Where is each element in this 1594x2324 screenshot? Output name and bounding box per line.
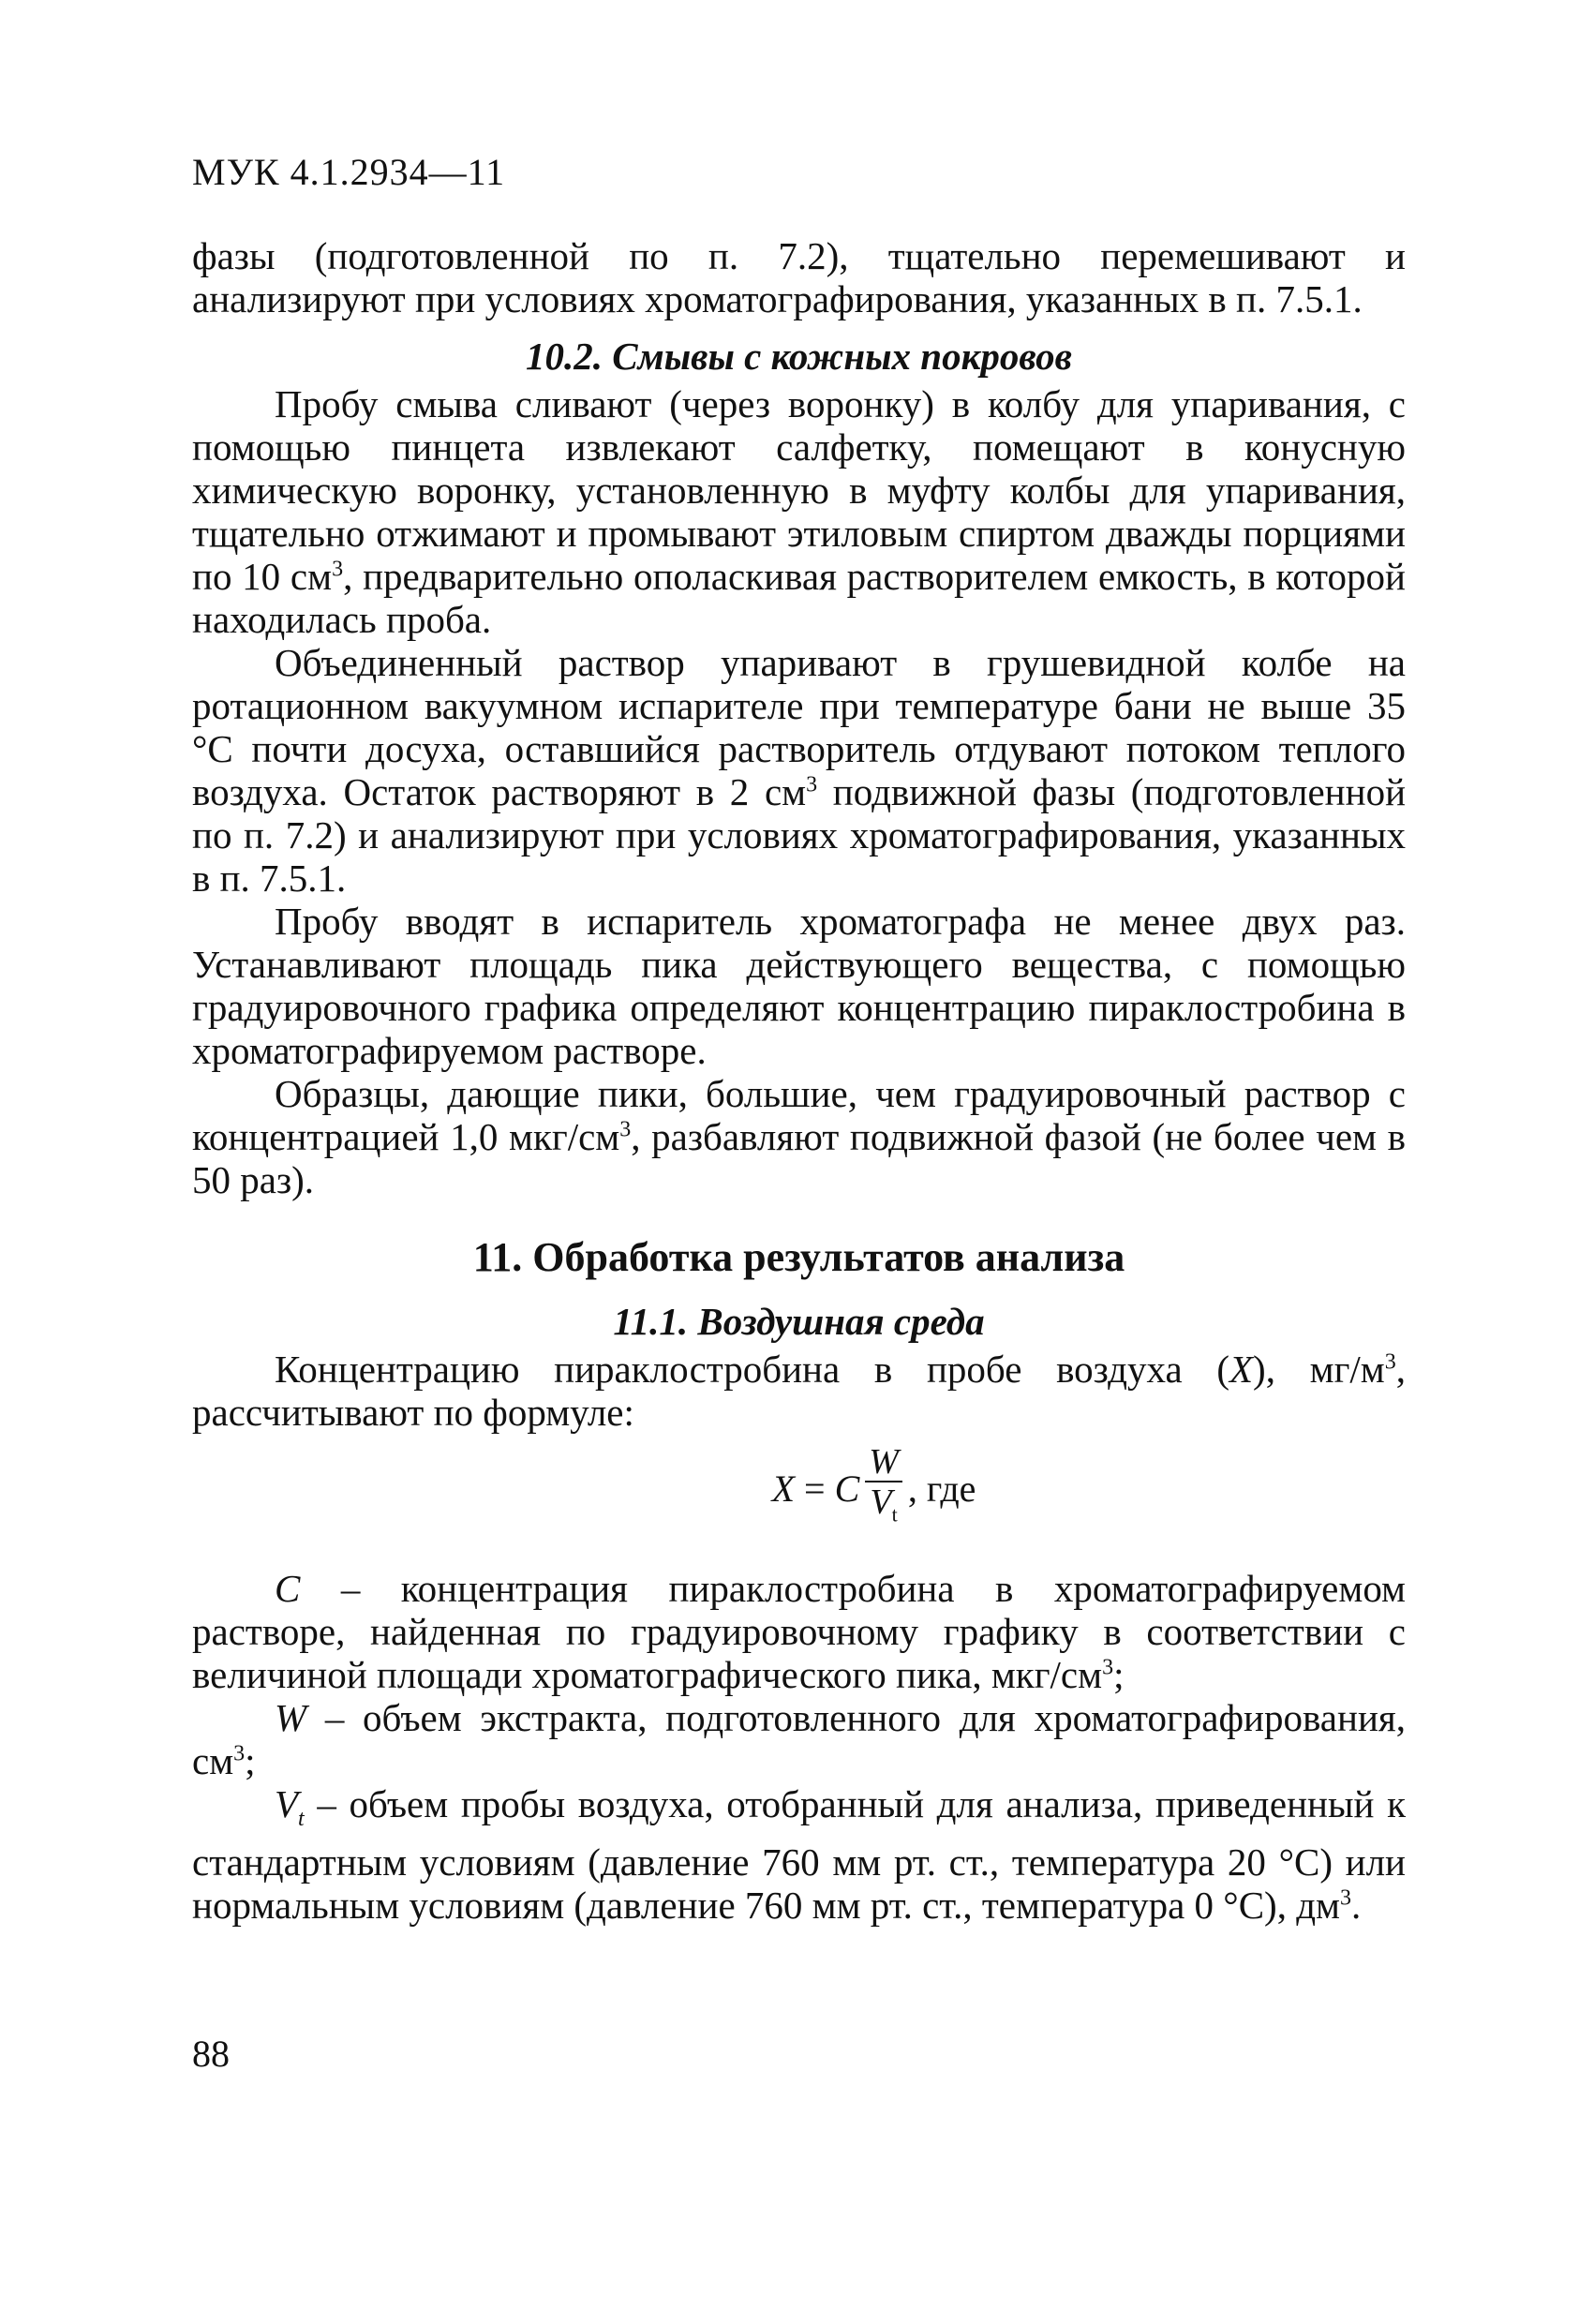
formula-numerator: W [865, 1443, 902, 1482]
document-page [192, 150, 1406, 1927]
formula-c: C [834, 1467, 860, 1511]
section-10-2-paragraph-4: Образцы, дающие пики, большие, чем градуировочный раствор с концентрацией 1,0 мкг/$см^3$, разбавляют подвижной фазой (не более чем в 50 раз). [192, 1072, 1407, 1201]
section-11-1-paragraph-1: Концентрацию пираклостробина в пробе воздуха (X), $мг/м^3$, рассчитывают по формуле: [192, 1348, 1406, 1434]
formula-denominator: $V_t$ [870, 1482, 898, 1527]
section-10-2-paragraph-3: Пробу вводят в испаритель хроматографа не менее двух раз. Устанавливают площадь пика действующего вещества, с помощью градуировочного графика определяют концентрацию пираклостробина в хроматографируемом растворе. [192, 900, 1406, 1072]
formula-fraction [865, 1443, 902, 1535]
concentration-formula [192, 1443, 1406, 1556]
section-11-1-title: 11.1. Воздушная среда [613, 1300, 985, 1343]
formula-tail: , где [907, 1467, 976, 1511]
section-10-2-paragraph-2: Объединенный раствор упаривают в грушевидной колбе на ротационном вакуумном испарителе при температуре бани не выше 35 °С почти досуха, оставшийся растворитель отдувают потоком теплого воздуха. Остаток растворяют в 2 $см^3$ подвижной фазы (подготовленной по п. 7.2) и анализируют при условиях хроматографирования, указанных в п. 7.5.1. [192, 641, 1407, 900]
section-10-2-paragraph-1: Пробу смыва сливают (через воронку) в колбу для упаривания, с помощью пинцета извлекают салфетку, помещают в конусную химическую воронку, установленную в муфту колбы для упаривания, тщательно отжимают и промывают этиловым спиртом дважды порциями по 10 $см^3$, предварительно ополаскивая растворителем емкость, в которой находилась проба. [192, 382, 1406, 641]
intro-paragraph: фазы (подготовленной по п. 7.2), тщательно перемешивают и анализируют при условиях хроматографирования, указанных в п. 7.5.1. [192, 234, 1406, 320]
page-number: 88 [192, 2033, 230, 2075]
formula-equals: = [795, 1467, 835, 1511]
document-header: МУК 4.1.2934—11 [192, 151, 506, 193]
section-11-title: 11. Обработка результатов анализа [472, 1234, 1125, 1280]
formula-lhs: X [771, 1467, 795, 1511]
section-10-2-title: 10.2. Смывы с кожных покровов [526, 335, 1072, 378]
definition-c: C – концентрация пираклостробина в хроматографируемом растворе, найденная по градуировочному графику в соответствии с величиной площади хроматографического пика, мкг/$см^3$; [192, 1567, 1406, 1696]
definition-w: W – объем экстракта, подготовленного для хроматографирования, $см^3$; [192, 1696, 1406, 1782]
definition-v: $V_t$ – объем пробы воздуха, отобранный для анализа, приведенный к стандартным условиям (давление 760 мм рт. ст., температура 20 °С) или нормальным условиям (давление 760 мм рт. ст., температура 0 °С), $дм^3$. [192, 1782, 1406, 1928]
